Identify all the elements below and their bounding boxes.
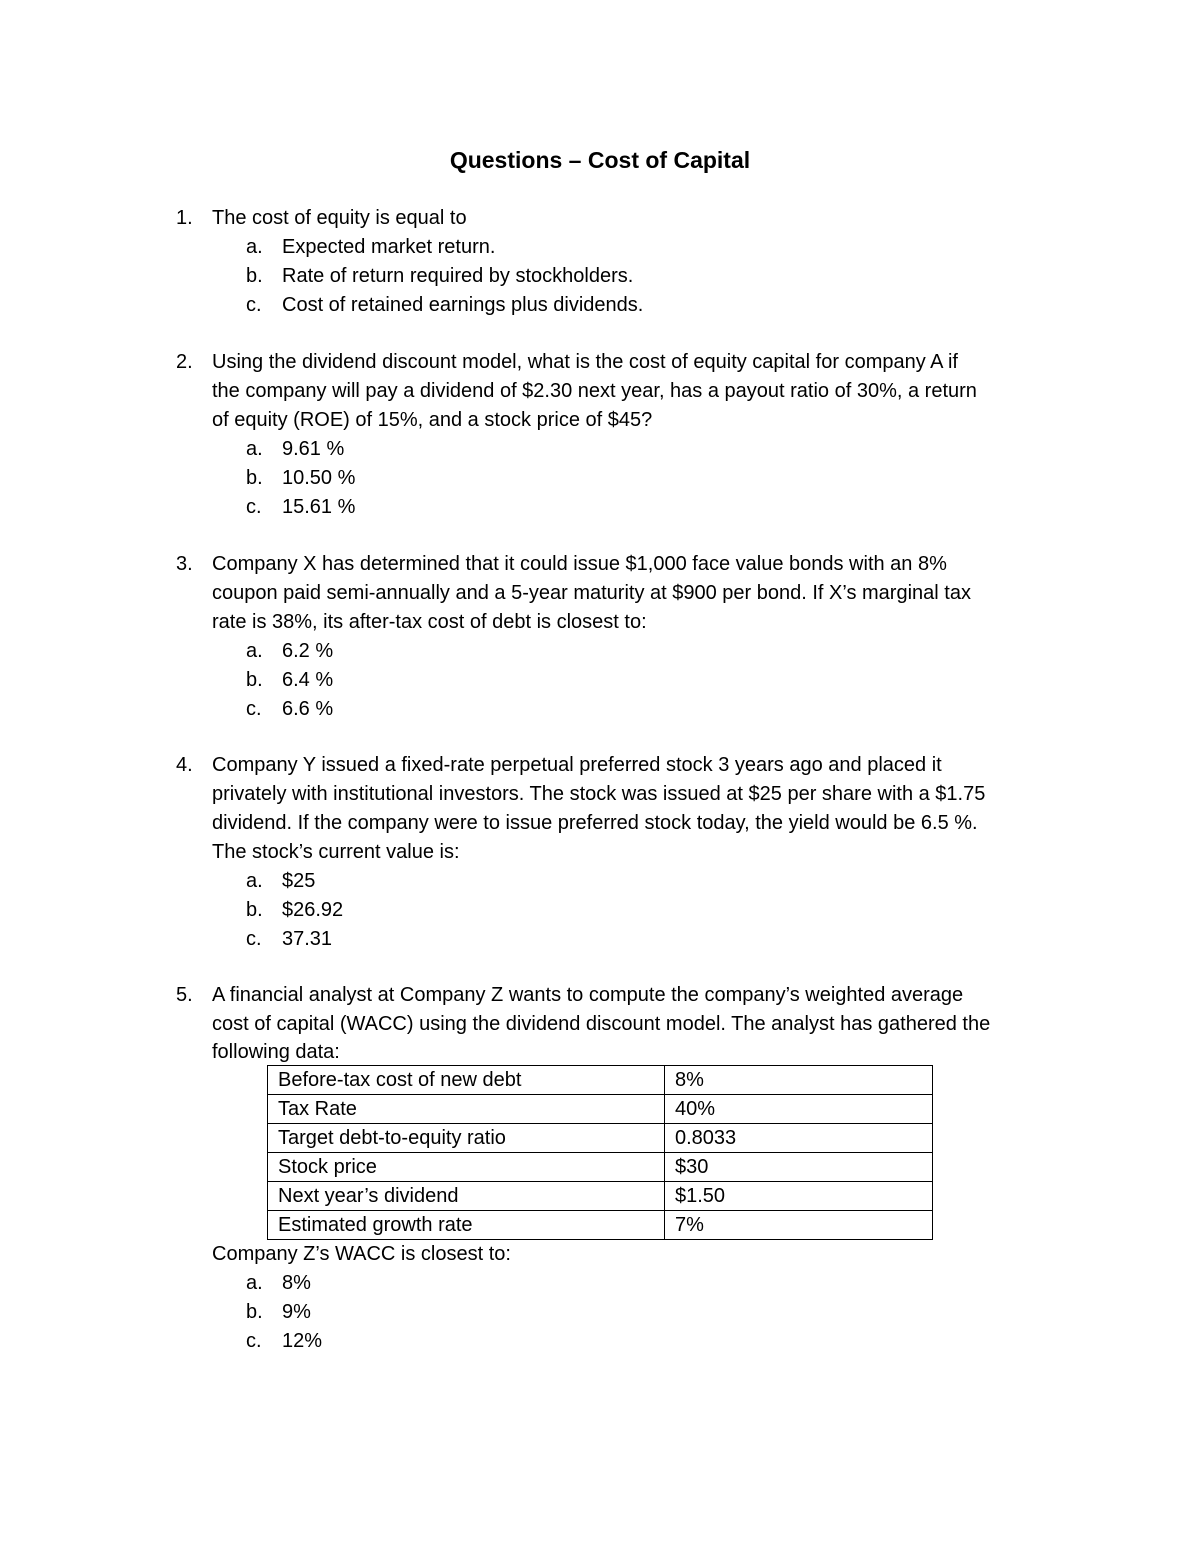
table-cell-value: $30	[665, 1153, 933, 1182]
answer-option	[176, 637, 1056, 666]
option-letter: b.	[246, 1301, 263, 1323]
table-row	[268, 1211, 933, 1240]
option-letter: b.	[246, 899, 263, 921]
table-cell-label: Before-tax cost of new debt	[268, 1066, 665, 1095]
option-letter: b.	[246, 467, 263, 489]
table-cell-label: Estimated growth rate	[268, 1211, 665, 1240]
table-row	[268, 1153, 933, 1182]
answer-option	[176, 262, 1056, 291]
table-cell-value: $1.50	[665, 1182, 933, 1211]
answer-option	[176, 464, 1056, 493]
table-cell-value: 0.8033	[665, 1124, 933, 1153]
question-line: coupon paid semi-annually and a 5-year maturity at $900 per bond. If X’s marginal tax	[212, 582, 971, 604]
option-letter: c.	[246, 698, 262, 720]
option-text: Cost of retained earnings plus dividends.	[282, 294, 644, 316]
option-text: $25	[282, 870, 316, 892]
table-cell-value: 40%	[665, 1095, 933, 1124]
question-4	[176, 751, 1056, 954]
option-letter: c.	[246, 496, 262, 518]
answer-option	[176, 896, 1056, 925]
question-line: Company X has determined that it could issue $1,000 face value bonds with an 8%	[212, 553, 947, 575]
table-row	[268, 1124, 933, 1153]
table-row	[268, 1066, 933, 1095]
question-1	[176, 204, 1056, 320]
answer-option	[176, 1327, 1056, 1356]
answer-option	[176, 695, 1056, 724]
table-row	[268, 1095, 933, 1124]
question-line: the company will pay a dividend of $2.30 next year, has a payout ratio of 30%, a return	[212, 380, 977, 402]
option-letter: c.	[246, 294, 262, 316]
option-letter: a.	[246, 640, 263, 662]
option-letter: c.	[246, 1330, 262, 1352]
page-title: Questions – Cost of Capital	[449, 147, 751, 173]
answer-option	[176, 493, 1056, 522]
option-text: 6.2 %	[282, 640, 334, 662]
question-line: The stock’s current value is:	[212, 841, 460, 863]
question-number: 2.	[176, 351, 193, 373]
answer-option	[176, 1298, 1056, 1327]
question-2	[176, 348, 1056, 522]
option-letter: b.	[246, 669, 263, 691]
answer-option	[176, 925, 1056, 954]
table-row	[268, 1182, 933, 1211]
question-line: rate is 38%, its after-tax cost of debt is closest to:	[212, 611, 647, 633]
option-text: 6.6 %	[282, 698, 334, 720]
table-cell-label: Next year’s dividend	[268, 1182, 665, 1211]
question-number: 3.	[176, 553, 193, 575]
option-text: 9%	[282, 1301, 311, 1323]
option-text: Expected market return.	[282, 236, 496, 258]
question-line: dividend. If the company were to issue preferred stock today, the yield would be 6.5 %.	[212, 812, 978, 834]
question-3	[176, 550, 1056, 724]
answer-option	[176, 666, 1056, 695]
question-number: 1.	[176, 207, 193, 229]
answer-option	[176, 233, 1056, 262]
table-cell-value: 8%	[665, 1066, 933, 1095]
option-text: 37.31	[282, 928, 333, 950]
wacc-data-table	[267, 1065, 933, 1240]
question-line: of equity (ROE) of 15%, and a stock price of $45?	[212, 409, 653, 431]
question-5	[176, 981, 1056, 1356]
option-text: 15.61 %	[282, 496, 356, 518]
table-cell-label: Target debt-to-equity ratio	[268, 1124, 665, 1153]
question-line: Company Y issued a fixed-rate perpetual preferred stock 3 years ago and placed it	[212, 754, 942, 776]
question-followup-text: Company Z’s WACC is closest to:	[212, 1243, 511, 1265]
table-cell-label: Tax Rate	[268, 1095, 665, 1124]
option-text: 12%	[282, 1330, 323, 1352]
question-text	[176, 348, 1056, 435]
question-line: cost of capital (WACC) using the dividend discount model. The analyst has gathered the	[212, 1013, 991, 1035]
option-text: 6.4 %	[282, 669, 334, 691]
option-letter: c.	[246, 928, 262, 950]
option-letter: a.	[246, 870, 263, 892]
option-letter: a.	[246, 1272, 263, 1294]
question-line: following data:	[212, 1041, 340, 1063]
option-text: 8%	[282, 1272, 311, 1294]
option-text: $26.92	[282, 899, 344, 921]
answer-option	[176, 867, 1056, 896]
answer-option	[176, 1269, 1056, 1298]
question-line: The cost of equity is equal to	[212, 207, 467, 229]
option-text: Rate of return required by stockholders.	[282, 265, 634, 287]
question-line: Using the dividend discount model, what is the cost of equity capital for company A if	[212, 351, 958, 373]
table-cell-label: Stock price	[268, 1153, 665, 1182]
question-number: 4.	[176, 754, 193, 776]
question-text	[176, 550, 1056, 637]
table-cell-value: 7%	[665, 1211, 933, 1240]
option-letter: b.	[246, 265, 263, 287]
question-line: privately with institutional investors. The stock was issued at $25 per share with a $1.75	[212, 783, 986, 805]
option-text: 10.50 %	[282, 467, 356, 489]
answer-option	[176, 291, 1056, 320]
question-number: 5.	[176, 984, 193, 1006]
option-letter: a.	[246, 438, 263, 460]
question-text	[176, 751, 1056, 867]
answer-option	[176, 435, 1056, 464]
question-text	[176, 981, 1056, 1065]
question-text	[176, 204, 1056, 233]
question-line: A financial analyst at Company Z wants to compute the company’s weighted average	[212, 984, 964, 1006]
option-text: 9.61 %	[282, 438, 345, 460]
option-letter: a.	[246, 236, 263, 258]
